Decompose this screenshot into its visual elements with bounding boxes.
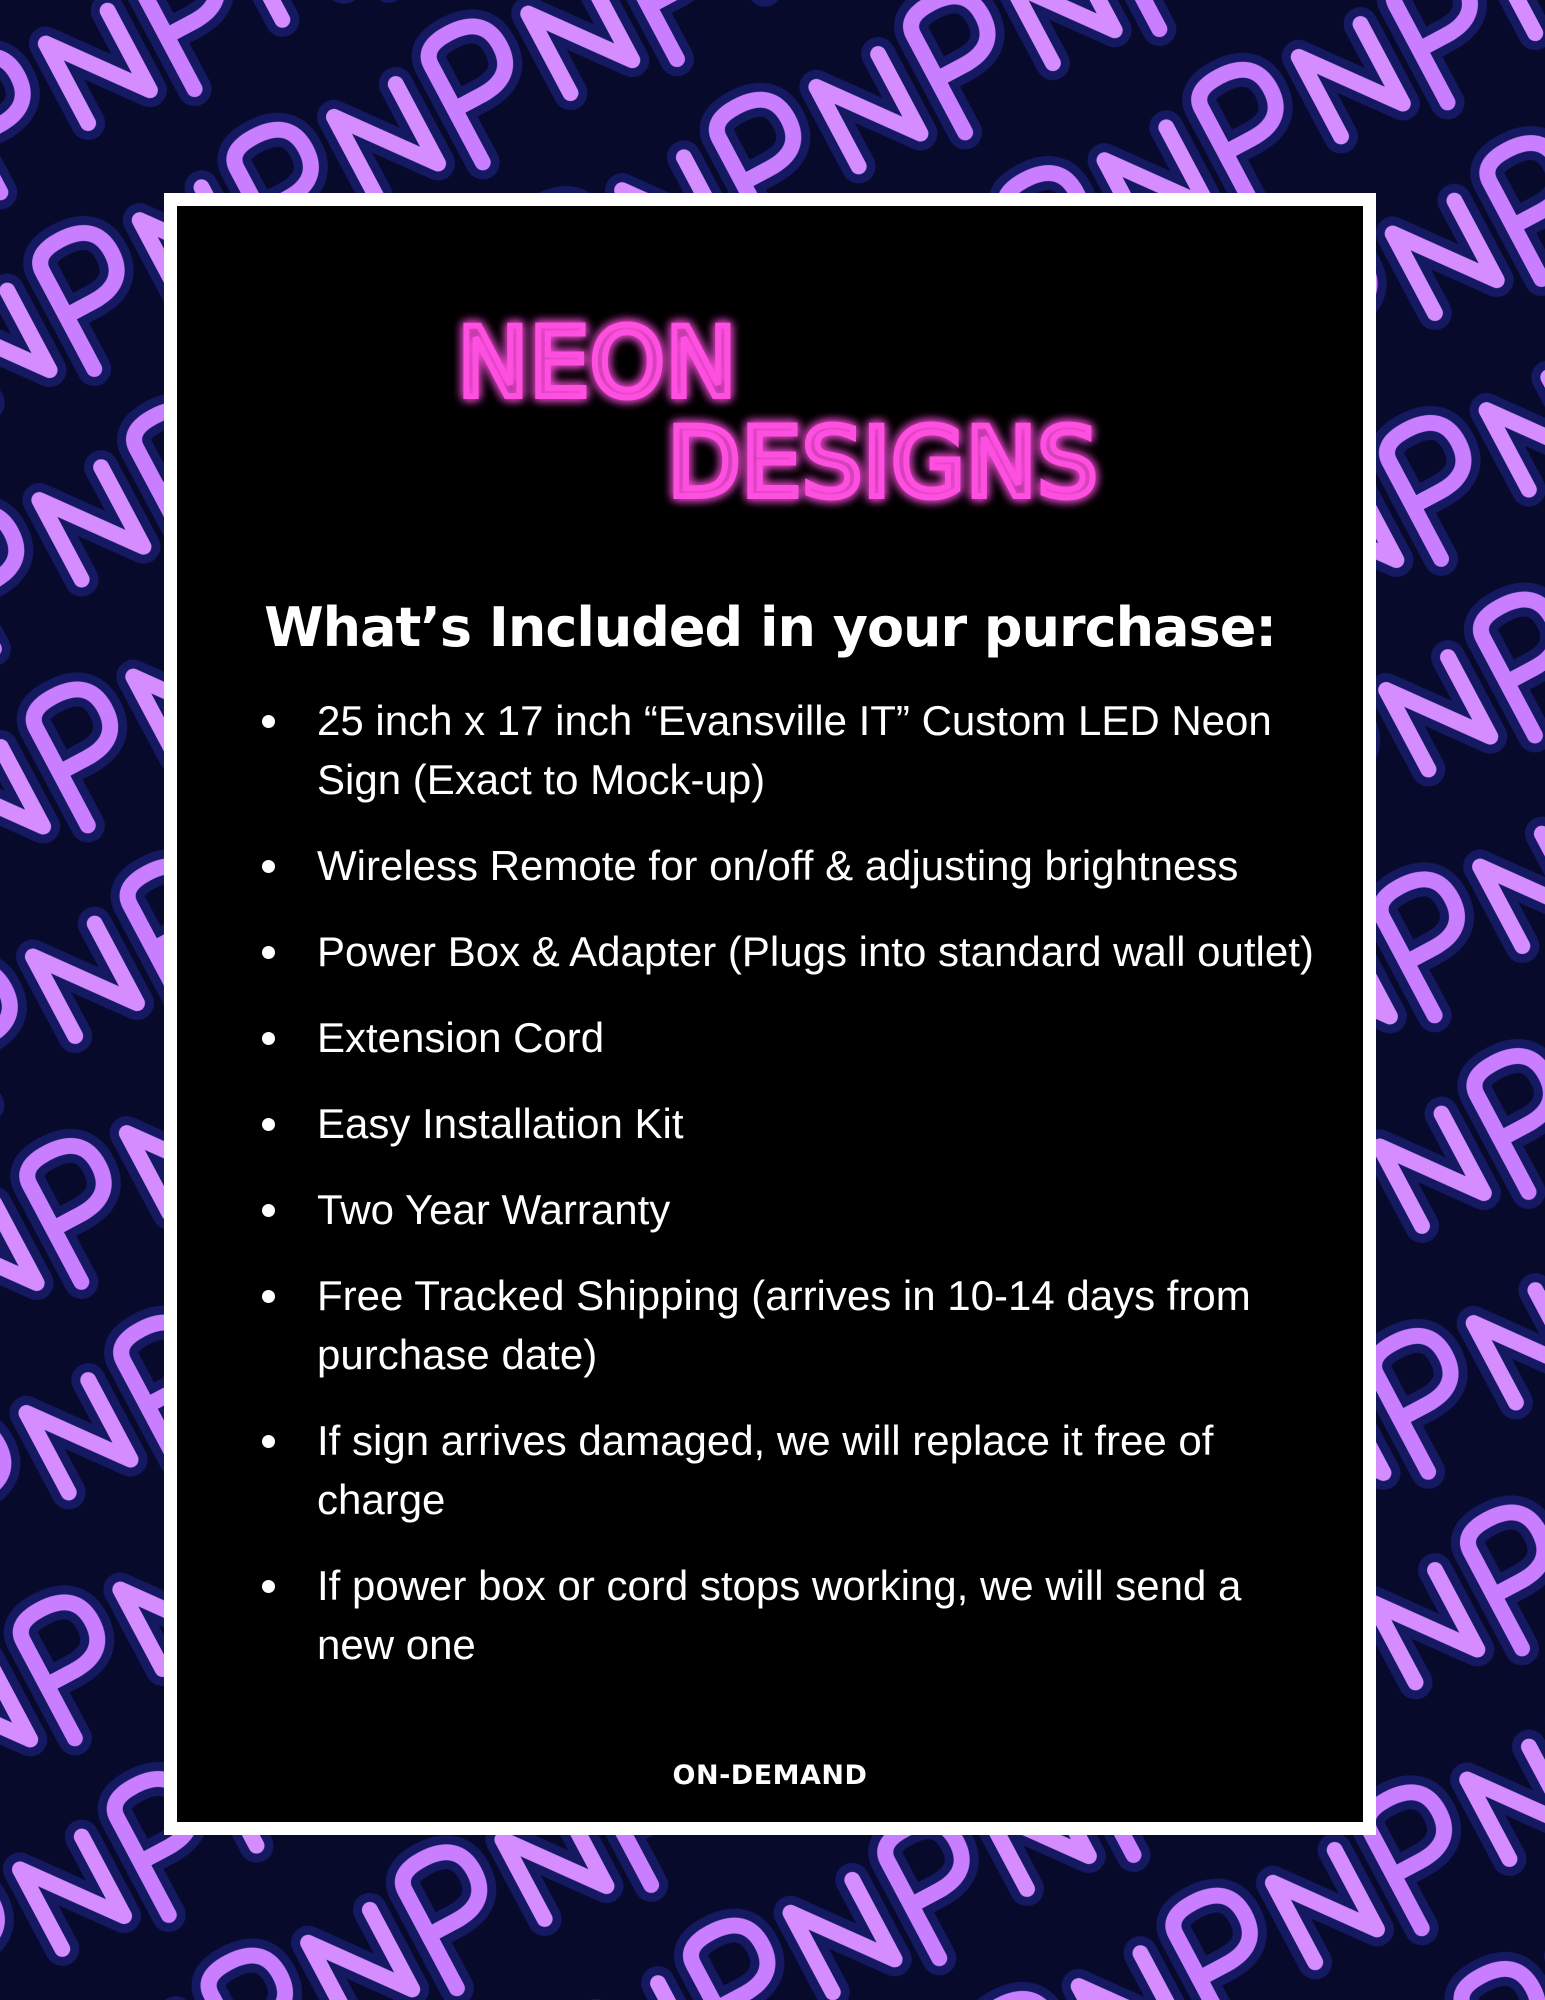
- bullet-icon: [262, 860, 275, 873]
- logo-text-neon: NEON: [457, 307, 737, 419]
- list-item: [237, 1266, 1327, 1384]
- list-item-text: If power box or cord stops working, we will send a new one: [317, 1562, 1242, 1668]
- list-item-text: Free Tracked Shipping (arrives in 10-14 days from purchase date): [317, 1272, 1251, 1378]
- list-item: [237, 1411, 1327, 1529]
- list-item: [237, 1180, 1327, 1239]
- list-item-text: Wireless Remote for on/off & adjusting brightness: [317, 842, 1239, 889]
- page-title: What’s Included in your purchase:: [264, 596, 1276, 659]
- bullet-icon: [262, 946, 275, 959]
- list-item: [237, 1556, 1327, 1674]
- list-item: [237, 922, 1327, 981]
- neon-designs-logo: [457, 296, 1117, 526]
- bullet-icon: [262, 1435, 275, 1448]
- list-item-text: If sign arrives damaged, we will replace it free of charge: [317, 1417, 1214, 1523]
- bullet-icon: [262, 1580, 275, 1593]
- included-items-list: [237, 691, 1327, 1701]
- list-item: [237, 691, 1327, 809]
- list-item-text: Easy Installation Kit: [317, 1100, 684, 1147]
- included-items-card: [164, 193, 1376, 1835]
- list-item: [237, 1008, 1327, 1067]
- bullet-icon: [262, 1032, 275, 1045]
- list-item-text: 25 inch x 17 inch “Evansville IT” Custom LED Neon Sign (Exact to Mock-up): [317, 697, 1272, 803]
- list-item-text: Power Box & Adapter (Plugs into standard wall outlet): [317, 928, 1314, 975]
- list-item-text: Extension Cord: [317, 1014, 605, 1061]
- logo-text-designs: DESIGNS: [667, 407, 1098, 519]
- list-item: [237, 836, 1327, 895]
- footer-tag: ON-DEMAND: [672, 1760, 868, 1791]
- bullet-icon: [262, 1204, 275, 1217]
- bullet-icon: [262, 715, 275, 728]
- bullet-icon: [262, 1118, 275, 1131]
- bullet-icon: [262, 1290, 275, 1303]
- list-item: [237, 1094, 1327, 1153]
- list-item-text: Two Year Warranty: [317, 1186, 671, 1233]
